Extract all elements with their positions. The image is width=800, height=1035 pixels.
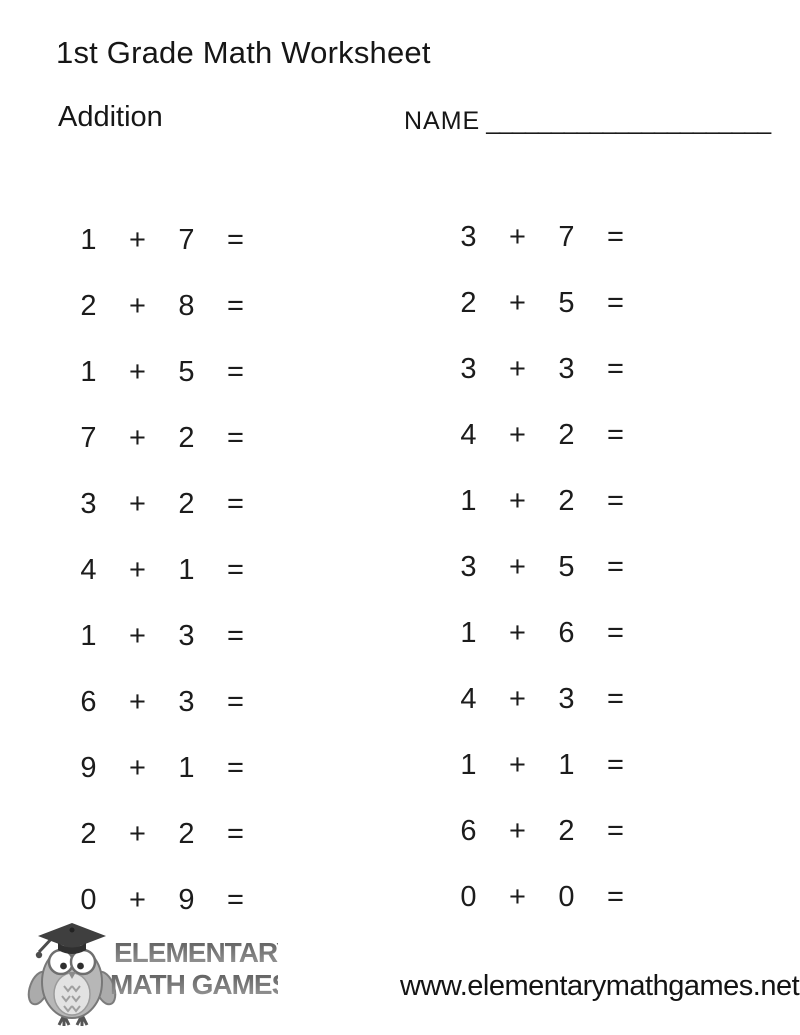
plus-sign: + — [129, 619, 146, 652]
addend-1: 3 — [460, 352, 477, 385]
equals-sign: = — [227, 685, 244, 718]
equals-sign: = — [607, 880, 624, 913]
addend-2: 2 — [178, 817, 195, 850]
plus-sign: + — [509, 880, 526, 913]
equals-sign: = — [607, 418, 624, 451]
addend-2: 2 — [558, 814, 575, 847]
website-url: www.elementarymathgames.net — [400, 970, 800, 1002]
problems-column-left — [64, 207, 284, 933]
addend-2: 5 — [558, 550, 575, 583]
plus-sign: + — [129, 553, 146, 586]
addition-problem — [64, 669, 284, 735]
addend-1: 9 — [80, 751, 97, 784]
addend-2: 5 — [178, 355, 195, 388]
elementary-math-games-logo — [26, 920, 278, 1035]
addend-1: 3 — [460, 220, 477, 253]
addition-problem — [444, 732, 664, 798]
plus-sign: + — [129, 883, 146, 916]
equals-sign: = — [227, 421, 244, 454]
plus-sign: + — [509, 352, 526, 385]
plus-sign: + — [509, 616, 526, 649]
addend-2: 1 — [558, 748, 575, 781]
addend-2: 1 — [178, 751, 195, 784]
addition-problem — [64, 801, 284, 867]
plus-sign: + — [129, 817, 146, 850]
addition-problem — [444, 270, 664, 336]
equals-sign: = — [607, 484, 624, 517]
addend-2: 3 — [178, 619, 195, 652]
addend-1: 1 — [460, 616, 477, 649]
addend-1: 2 — [80, 289, 97, 322]
equals-sign: = — [607, 286, 624, 319]
equals-sign: = — [227, 223, 244, 256]
addend-1: 0 — [80, 883, 97, 916]
addend-2: 2 — [178, 421, 195, 454]
addition-problem — [444, 468, 664, 534]
addend-2: 7 — [558, 220, 575, 253]
addend-1: 6 — [80, 685, 97, 718]
addend-2: 6 — [558, 616, 575, 649]
plus-sign: + — [129, 487, 146, 520]
equals-sign: = — [227, 619, 244, 652]
page-title: 1st Grade Math Worksheet — [56, 35, 431, 70]
addend-2: 2 — [558, 418, 575, 451]
addend-2: 2 — [558, 484, 575, 517]
addition-problem — [444, 666, 664, 732]
addend-1: 1 — [80, 223, 97, 256]
plus-sign: + — [509, 682, 526, 715]
addend-2: 0 — [558, 880, 575, 913]
addend-2: 9 — [178, 883, 195, 916]
addition-problem — [64, 603, 284, 669]
plus-sign: + — [129, 289, 146, 322]
equals-sign: = — [607, 352, 624, 385]
addition-problem — [444, 336, 664, 402]
plus-sign: + — [129, 223, 146, 256]
addend-1: 4 — [460, 682, 477, 715]
addend-2: 5 — [558, 286, 575, 319]
plus-sign: + — [509, 748, 526, 781]
plus-sign: + — [509, 286, 526, 319]
addend-2: 3 — [558, 352, 575, 385]
plus-sign: + — [509, 220, 526, 253]
addition-problem — [64, 339, 284, 405]
addend-1: 4 — [80, 553, 97, 586]
name-blank-line: ______________________ — [486, 107, 771, 135]
equals-sign: = — [227, 883, 244, 916]
addition-problem — [444, 600, 664, 666]
logo-text-line2: MATH GAMES — [110, 969, 278, 1000]
plus-sign: + — [129, 355, 146, 388]
addend-2: 7 — [178, 223, 195, 256]
plus-sign: + — [509, 484, 526, 517]
name-field — [404, 106, 770, 136]
addend-1: 3 — [80, 487, 97, 520]
plus-sign: + — [129, 421, 146, 454]
equals-sign: = — [607, 748, 624, 781]
logo-graphic — [26, 920, 278, 1030]
equals-sign: = — [607, 616, 624, 649]
addend-1: 1 — [460, 748, 477, 781]
equals-sign: = — [227, 553, 244, 586]
addition-problem — [444, 798, 664, 864]
addition-problem — [64, 273, 284, 339]
addition-problem — [64, 405, 284, 471]
section-title: Addition — [58, 101, 163, 133]
equals-sign: = — [227, 817, 244, 850]
addition-problem — [64, 537, 284, 603]
addition-problem — [444, 204, 664, 270]
addend-1: 4 — [460, 418, 477, 451]
equals-sign: = — [227, 751, 244, 784]
addend-1: 6 — [460, 814, 477, 847]
addition-problem — [444, 864, 664, 930]
addend-1: 1 — [80, 619, 97, 652]
addend-2: 8 — [178, 289, 195, 322]
addend-1: 1 — [460, 484, 477, 517]
logo-text-line1: ELEMENTARY — [114, 937, 278, 968]
addend-2: 3 — [178, 685, 195, 718]
equals-sign: = — [607, 814, 624, 847]
equals-sign: = — [227, 487, 244, 520]
addition-problem — [444, 534, 664, 600]
addend-2: 3 — [558, 682, 575, 715]
addition-problem — [64, 735, 284, 801]
equals-sign: = — [227, 289, 244, 322]
addend-1: 2 — [80, 817, 97, 850]
problems-column-right — [444, 204, 664, 930]
addition-problem — [64, 471, 284, 537]
equals-sign: = — [607, 220, 624, 253]
addend-2: 2 — [178, 487, 195, 520]
addition-problem — [64, 207, 284, 273]
addend-1: 7 — [80, 421, 97, 454]
name-label: NAME — [404, 107, 481, 135]
plus-sign: + — [509, 550, 526, 583]
addend-1: 1 — [80, 355, 97, 388]
plus-sign: + — [509, 814, 526, 847]
addend-1: 3 — [460, 550, 477, 583]
owl-graduation-cap-icon — [26, 923, 119, 1026]
equals-sign: = — [227, 355, 244, 388]
plus-sign: + — [129, 685, 146, 718]
addition-problem — [444, 402, 664, 468]
addend-2: 1 — [178, 553, 195, 586]
equals-sign: = — [607, 550, 624, 583]
plus-sign: + — [509, 418, 526, 451]
plus-sign: + — [129, 751, 146, 784]
addend-1: 2 — [460, 286, 477, 319]
addend-1: 0 — [460, 880, 477, 913]
equals-sign: = — [607, 682, 624, 715]
